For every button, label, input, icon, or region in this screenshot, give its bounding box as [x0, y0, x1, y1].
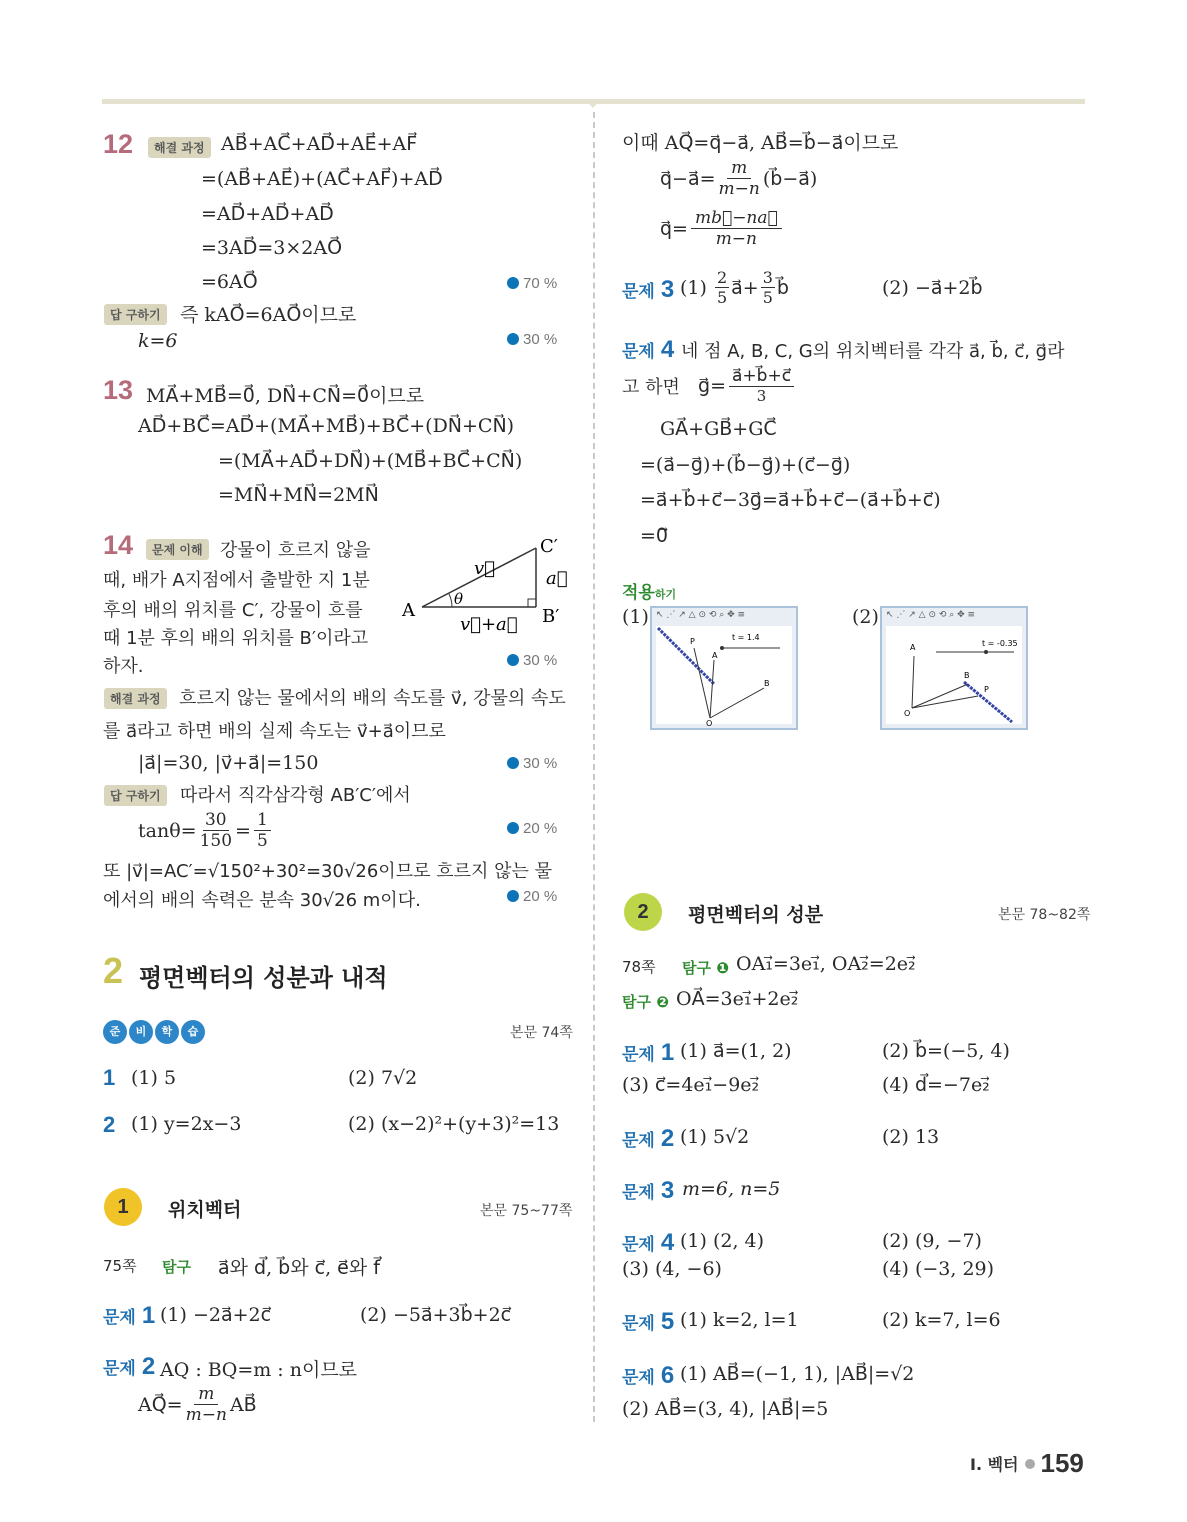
equation-rhs: AB⃗ — [229, 1393, 257, 1416]
fraction-numerator: 3 — [762, 268, 773, 287]
problem-4-answer-d: (4) (−3, 29) — [882, 1258, 995, 1280]
geogebra-window-1 — [650, 606, 798, 730]
problem-3-label: 문제 3 — [622, 1177, 675, 1204]
equation-lhs: g⃗= — [698, 374, 726, 397]
problem-4-label: 문제 4 — [622, 336, 675, 363]
problem-5-answer-b: (2) k=7, l=6 — [882, 1309, 1001, 1331]
segment — [912, 696, 978, 708]
problem-1-answer-d: (4) d⃗=−7e₂⃗ — [882, 1074, 990, 1096]
fraction-numerator: m — [727, 158, 751, 179]
prep-badge: 비 — [129, 1020, 153, 1044]
page-label: 78쪽 — [622, 958, 656, 976]
graph-1-svg — [656, 626, 790, 728]
page-reference: 본문 78~82쪽 — [998, 907, 1091, 923]
problem-4-line2 — [622, 366, 797, 405]
score-dot-icon — [507, 757, 519, 769]
problem-4-answer-c: (3) (4, −6) — [622, 1258, 722, 1280]
explore-2-answer: OA⃗=3e₁⃗+2e₂⃗ — [676, 988, 799, 1010]
problem-12-number: 12 — [103, 129, 134, 159]
a-label: a⃗ — [546, 568, 568, 589]
continuation-line3 — [660, 208, 785, 249]
point-o-label: O — [904, 709, 911, 718]
problem-1-answer-a: (1) −2a⃗+2c⃗ — [160, 1304, 272, 1326]
problem-5-label: 문제 5 — [622, 1308, 675, 1335]
right-angle-mark — [528, 599, 536, 607]
problem-13-line3: =(MA⃗+AD⃗+DN⃗)+(MB⃗+BC⃗+CN⃗) — [218, 450, 523, 472]
review-2-answer-a: (1) y=2x−3 — [131, 1113, 242, 1135]
tan-equation — [138, 810, 274, 851]
problem-13-line1: MA⃗+MB⃗=0⃗, DN⃗+CN⃗=0⃗이므로 — [146, 385, 425, 407]
geogebra-window-2 — [880, 606, 1028, 730]
theta-label: θ — [454, 590, 464, 608]
problem-14-line5: 하자. — [103, 656, 144, 677]
fraction — [729, 366, 794, 405]
point-o-label: O — [706, 719, 713, 728]
point-b-label: B — [964, 671, 970, 680]
theta-arc — [449, 594, 452, 607]
explore-1-answer: OA₁⃗=3e₁⃗, OA₂⃗=2e₂⃗ — [736, 953, 916, 975]
score-badge: 20 % — [507, 888, 557, 905]
fraction-denominator: 5 — [716, 288, 728, 307]
prep-badges — [103, 1018, 207, 1044]
fraction-denominator: m−n — [185, 1405, 227, 1425]
problem-4-label: 문제 4 — [622, 1229, 675, 1256]
toolbar-icons: ↖ ⋰ ↗ △ ⊙ ⟲ ⌕ ✥ ≡ — [656, 610, 746, 620]
equals-sign: = — [235, 819, 251, 842]
fraction — [200, 810, 232, 851]
equation-part: a⃗+ — [731, 276, 759, 299]
problem-1-label: 문제 1 — [622, 1039, 675, 1066]
problem-6-answer-b: (2) AB⃗=(3, 4), |AB⃗|=5 — [622, 1398, 829, 1420]
prep-badge: 준 — [103, 1020, 127, 1044]
review-1-answer-b: (2) 7√2 — [348, 1067, 418, 1089]
solution-tag: 해결 과정 — [104, 686, 167, 709]
problem-12-line4: =3AD⃗=3×2AO⃗ — [201, 237, 343, 259]
page-reference: 본문 75~77쪽 — [480, 1203, 573, 1219]
problem-14-tag: 문제 이해 — [146, 537, 209, 560]
problem-4-answer-b: (2) (9, −7) — [882, 1230, 982, 1252]
slider-value: t = 1.4 — [732, 633, 760, 642]
top-notch — [585, 99, 601, 108]
problem-2-line2 — [138, 1384, 257, 1425]
explore-label: 탐구 — [162, 1258, 191, 1276]
problem-6-label: 문제 6 — [622, 1362, 675, 1389]
problem-14-line3: 후의 배의 위치를 C′, 강물이 흐를 — [103, 600, 363, 621]
page-footer — [970, 1448, 1084, 1479]
apply-heading: 적용하기 — [622, 583, 677, 603]
score-dot-icon — [507, 654, 519, 666]
segment — [912, 684, 968, 708]
problem-2-answer-a: (1) 5√2 — [680, 1126, 750, 1148]
problem-1-answer-b: (2) b⃗=(−5, 4) — [882, 1040, 1010, 1062]
problem-2-line1: AQ : BQ=m : n이므로 — [160, 1359, 358, 1381]
segment — [710, 660, 714, 718]
score-dot-icon — [507, 277, 519, 289]
problem-3-label: 문제 3 — [622, 276, 675, 303]
page-label: 75쪽 — [103, 1257, 137, 1275]
problem-13-line2: AD⃗+BC⃗=AD⃗+(MA⃗+MB⃗)+BC⃗+(DN⃗+CN⃗) — [138, 415, 515, 437]
problem-1-label: 문제 1 — [103, 1302, 156, 1329]
problem-12-line5: =6AO⃗ — [201, 271, 258, 293]
slider-handle — [984, 650, 988, 654]
fraction-denominator: m−n — [718, 179, 760, 199]
problem-4-line6: =0⃗ — [640, 525, 669, 547]
prep-badge: 습 — [181, 1020, 205, 1044]
problem-4-line1: 네 점 A, B, C, G의 위치벡터를 각각 a⃗, b⃗, c⃗, g⃗라 — [681, 341, 1065, 362]
point-p-label: P — [984, 685, 989, 694]
problem-14-line8: |a⃗|=30, |v⃗+a⃗|=150 — [138, 752, 319, 774]
problem-2-label: 문제 2 — [103, 1353, 156, 1380]
problem-12-line7: k=6 — [138, 330, 178, 352]
fraction-numerator: a⃗+b⃗+c⃗ — [729, 366, 794, 387]
equation-lhs: q⃗−a⃗= — [660, 167, 716, 190]
chapter-label: Ⅰ. 벡터 — [970, 1455, 1019, 1474]
problem-14-line6: 흐르지 않는 물에서의 배의 속도를 v⃗, 강물의 속도 — [179, 688, 566, 709]
problem-4-line3: GA⃗+GB⃗+GC⃗ — [660, 418, 777, 440]
problem-3-answer-b: (2) −a⃗+2b⃗ — [882, 277, 983, 299]
point-a-label: A — [402, 600, 415, 621]
fraction-denominator: 5 — [256, 831, 268, 851]
fraction — [691, 208, 782, 249]
problem-3-answer-a — [680, 268, 789, 307]
review-2-answer-b: (2) (x−2)²+(y+3)²=13 — [348, 1113, 560, 1135]
score-dot-icon — [507, 822, 519, 834]
fraction-numerator: mb⃗−na⃗ — [691, 208, 782, 229]
graph-2-label: (2) — [852, 606, 879, 628]
graph-1-label: (1) — [622, 606, 649, 628]
fraction — [761, 268, 775, 307]
segment — [710, 688, 764, 718]
problem-4-line4: =(a⃗−g⃗)+(b⃗−g⃗)+(c⃗−g⃗) — [640, 454, 851, 476]
score-badge: 30 % — [507, 755, 557, 772]
point-b-label: B — [764, 679, 770, 688]
v-plus-a-label: v⃗+a⃗ — [460, 614, 518, 635]
score-badge: 30 % — [507, 652, 557, 669]
subsection-2-icon: 2 — [624, 893, 662, 931]
point-c-label: C′ — [540, 536, 558, 557]
point-b-label: B′ — [542, 606, 560, 627]
section-number: 2 — [103, 950, 124, 991]
equation-lhs: q⃗= — [660, 217, 688, 240]
score-dot-icon — [507, 890, 519, 902]
review-1-answer-a: (1) 5 — [131, 1067, 177, 1089]
fraction-numerator: 2 — [716, 268, 728, 287]
score-badge: 20 % — [507, 820, 557, 837]
review-2-number: 2 — [103, 1112, 116, 1137]
text: 고 하면 — [622, 376, 680, 398]
item-number: (1) — [680, 276, 707, 299]
fraction-numerator: m — [194, 1384, 218, 1405]
review-1-number: 1 — [103, 1065, 116, 1090]
problem-14-line2: 때, 배가 A지점에서 출발한 지 1분 — [103, 570, 370, 591]
velocity-triangle-diagram — [396, 532, 576, 642]
subsection-1-icon: 1 — [104, 1188, 142, 1226]
v-label: v⃗ — [474, 558, 495, 579]
problem-14-line10: 또 |v⃗|=AC′=√150²+30²=30√26이므로 흐르지 않는 물 — [103, 861, 552, 882]
problem-14-line11: 에서의 배의 속력은 분속 30√26 m이다. — [103, 890, 421, 911]
point-p-label: P — [690, 637, 695, 646]
page-number: 159 — [1040, 1448, 1084, 1478]
subsection-2-title: 평면벡터의 성분 — [688, 904, 824, 926]
prep-badge: 학 — [155, 1020, 179, 1044]
point-a-label: A — [910, 643, 916, 652]
segment — [694, 648, 710, 718]
explore-answer: a⃗와 d⃗, b⃗와 c⃗, e⃗와 f⃗ — [218, 1257, 380, 1279]
answer-tag: 답 구하기 — [104, 783, 167, 806]
problem-4-answer-a: (1) (2, 4) — [680, 1230, 765, 1252]
column-divider — [593, 112, 595, 1422]
problem-14-line9: 따라서 직각삼각형 AB′C′에서 — [180, 785, 411, 806]
problem-13-line4: =MN⃗+MN⃗=2MN⃗ — [218, 484, 379, 506]
equation-lhs: AQ⃗= — [138, 1393, 183, 1416]
continuation-line2 — [660, 158, 817, 199]
tan-lhs: tanθ= — [138, 819, 197, 842]
section-title: 평면벡터의 성분과 내적 — [139, 964, 388, 992]
fraction-denominator: 5 — [762, 288, 773, 307]
problem-12-line2: =(AB⃗+AE⃗)+(AC⃗+AF⃗)+AD⃗ — [201, 168, 443, 190]
fraction-denominator: m−n — [715, 229, 758, 249]
problem-6-answer-a: (1) AB⃗=(−1, 1), |AB⃗|=√2 — [680, 1363, 915, 1385]
problem-12-line6: 즉 kAO⃗=6AO⃗이므로 — [180, 304, 357, 326]
fraction — [719, 158, 760, 199]
problem-3-answer: m=6, n=5 — [682, 1178, 781, 1200]
segment — [912, 656, 914, 708]
explore-2-label: 탐구 ❷ — [622, 993, 669, 1011]
toolbar-icons: ↖ ⋰ ↗ △ ⊙ ⟲ ⌕ ✥ ≡ — [886, 610, 976, 620]
footer-dot-icon — [1025, 1459, 1035, 1469]
problem-2-label: 문제 2 — [622, 1125, 675, 1152]
problem-14-line4: 때 1분 후의 배의 위치를 B′이라고 — [103, 628, 369, 649]
problem-2-answer-b: (2) 13 — [882, 1126, 940, 1148]
problem-14-line1: 강물이 흐르지 않을 — [220, 540, 371, 561]
problem-14-line7: 를 a⃗라고 하면 배의 실제 속도는 v⃗+a⃗이므로 — [103, 721, 446, 742]
fraction — [254, 810, 271, 851]
subsection-1-title: 위치벡터 — [168, 1199, 242, 1221]
explore-1-label: 탐구 ❶ — [682, 959, 729, 977]
problem-12-line3: =AD⃗+AD⃗+AD⃗ — [201, 203, 334, 225]
locus-line — [658, 628, 714, 684]
fraction-numerator: 1 — [254, 810, 271, 831]
slider-handle — [720, 646, 724, 650]
score-dot-icon — [507, 333, 519, 345]
problem-1-answer-b: (2) −5a⃗+3b⃗+2c⃗ — [360, 1304, 512, 1326]
point-a-label: A — [712, 651, 718, 660]
problem-12-line1: AB⃗+AC⃗+AD⃗+AE⃗+AF⃗ — [221, 133, 418, 155]
equation-rhs: (b⃗−a⃗) — [762, 167, 818, 190]
score-badge: 30 % — [507, 331, 557, 348]
problem-4-line5: =a⃗+b⃗+c⃗−3g⃗=a⃗+b⃗+c⃗−(a⃗+b⃗+c⃗) — [640, 489, 941, 511]
fraction — [715, 268, 729, 307]
fraction-numerator: 30 — [204, 810, 227, 830]
graph-canvas — [656, 626, 792, 728]
graph-2-svg — [886, 626, 1020, 722]
slider-value: t = -0.35 — [982, 639, 1018, 648]
continuation-line1: 이때 AQ⃗=q⃗−a⃗, AB⃗=b⃗−a⃗이므로 — [622, 132, 899, 154]
score-badge: 70 % — [507, 275, 557, 292]
page-reference: 본문 74쪽 — [510, 1025, 573, 1041]
problem-1-answer-c: (3) c⃗=4e₁⃗−9e₂⃗ — [622, 1074, 760, 1096]
fraction-denominator: 3 — [756, 387, 767, 405]
problem-5-answer-a: (1) k=2, l=1 — [680, 1309, 799, 1331]
problem-1-answer-a: (1) a⃗=(1, 2) — [680, 1040, 792, 1062]
problem-13-number: 13 — [103, 375, 134, 405]
graph-canvas — [886, 626, 1022, 724]
problem-14-number: 14 — [103, 530, 134, 560]
answer-tag: 답 구하기 — [104, 302, 167, 325]
problem-12-tag: 해결 과정 — [148, 135, 211, 158]
equation-part: b⃗ — [776, 276, 789, 299]
fraction-denominator: 150 — [199, 831, 233, 851]
fraction — [186, 1384, 227, 1425]
